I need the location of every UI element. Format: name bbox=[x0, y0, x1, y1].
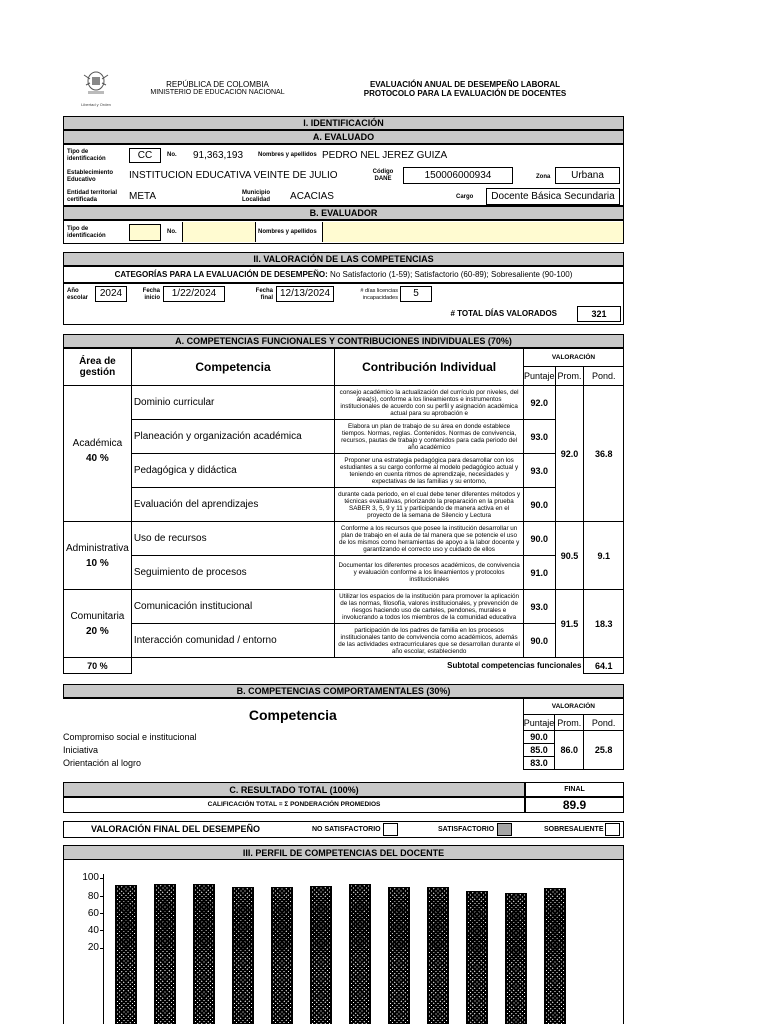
contribucion-text[interactable]: durante cada periodo, en el cual debe tener diferentes métodos y técnicas evaluativas, priorizando la preparación en la prueba SABER 3, 5, 9 y 11 y participando de manera activa en el proyecto de la semana de Silencio y Lectura bbox=[335, 488, 524, 522]
zona-label: Zona bbox=[536, 174, 551, 180]
contribucion-text[interactable]: Documentar los diferentes procesos académicos, de convivencia y evaluación conforme a los lineamientos y protocolos institucionales bbox=[335, 556, 524, 590]
fecha-inicio-label: Fecha inicio bbox=[142, 288, 160, 301]
contribucion-text[interactable]: Proponer una estrategia pedagógica para desarrollar con los estudiantes a su cargo conforme al modelo pedagógico actual y teniendo en cuenta ritmos de aprendizaje, necesidades y expectativas de las familias y su entorno, bbox=[335, 454, 524, 488]
area-academica: Académica 40 % bbox=[64, 386, 132, 522]
sobresaliente-label: SOBRESALIENTE bbox=[544, 826, 604, 833]
categorias-label: CATEGORÍAS PARA LA EVALUACIÓN DE DESEMPEÑO: bbox=[114, 270, 328, 279]
chart-bar bbox=[388, 887, 410, 1024]
establecimiento-value[interactable]: INSTITUCION EDUCATIVA VEINTE DE JULIO bbox=[129, 170, 338, 181]
pond-value: 18.3 bbox=[584, 590, 624, 658]
comp-pond-value: 25.8 bbox=[584, 731, 624, 770]
prom-value: 91.5 bbox=[555, 590, 584, 658]
dias-label: # días licencias incapacidades bbox=[360, 288, 398, 301]
competencia-name: Pedagógica y didáctica bbox=[131, 454, 334, 488]
y-tick-label: 60 bbox=[87, 908, 99, 919]
ev-no-label: No. bbox=[167, 229, 177, 235]
col-competencia-header: Competencia bbox=[131, 349, 334, 386]
chart-bar bbox=[115, 885, 137, 1024]
ministry-title: MINISTERIO DE EDUCACIÓN NACIONAL bbox=[150, 89, 285, 96]
fecha-inicio-value[interactable]: 1/22/2024 bbox=[163, 286, 225, 302]
puntaje-value[interactable]: 93.0 bbox=[524, 590, 556, 624]
comportamentales-table bbox=[63, 698, 624, 770]
comp-prom-value: 86.0 bbox=[555, 731, 584, 770]
prom-value: 92.0 bbox=[555, 386, 584, 522]
contribucion-text[interactable]: consejo académico la actualización del currículo por niveles, del área(s), conforme a los lineamientos e instrumentos institucionales de acuerdo con su perfil y asignación académica actual para su aprobación e bbox=[335, 386, 524, 420]
competencia-name: Uso de recursos bbox=[131, 522, 334, 556]
col-valoracion-header: VALORACIÓN bbox=[524, 349, 624, 367]
municipio-label: Municipio Localidad bbox=[242, 190, 271, 203]
chart-bar bbox=[193, 884, 215, 1024]
contribucion-text[interactable]: Elabora un plan de trabajo de su área en donde establece tiempos. Normas, reglas. Contenidos. Normas de convivencia, recursos, pautas de trabajo y contenidos para cada periodo del año académico bbox=[335, 420, 524, 454]
fecha-final-value[interactable]: 12/13/2024 bbox=[276, 286, 334, 302]
tipo-id-value[interactable]: CC bbox=[129, 148, 161, 163]
dias-value[interactable]: 5 bbox=[400, 286, 432, 302]
evaluado-header: A. EVALUADO bbox=[63, 130, 624, 144]
competencia-name: Seguimiento de procesos bbox=[131, 556, 334, 590]
competencias-bar-chart bbox=[63, 860, 624, 1024]
y-tick-mark bbox=[100, 913, 104, 914]
y-tick-label: 100 bbox=[82, 872, 99, 883]
seal-caption: Libertad y Orden bbox=[81, 102, 111, 107]
pond-value: 36.8 bbox=[584, 386, 624, 522]
y-tick-label: 40 bbox=[87, 925, 99, 936]
col-prom-header: Prom. bbox=[555, 367, 584, 386]
anio-label: Año escolar bbox=[67, 288, 89, 301]
y-tick-mark bbox=[100, 948, 104, 949]
competencia-name: Dominio curricular bbox=[131, 386, 334, 420]
contribucion-text[interactable]: participación de los padres de familia en los procesos institucionales tanto de convivencia como académicos, además de las actividades extracurriculares que se desarrollan durante el año escolar, estableciendo bbox=[335, 624, 524, 658]
comportamental-puntaje[interactable]: 90.0 bbox=[523, 731, 555, 744]
y-tick-label: 20 bbox=[87, 942, 99, 953]
satisfactorio-checkbox[interactable] bbox=[497, 823, 512, 836]
chart-bar bbox=[427, 887, 449, 1024]
categorias-text: No Satisfactorio (1-59); Satisfactorio (60-89); Sobresaliente (90-100) bbox=[327, 270, 573, 279]
final-value: 89.9 bbox=[525, 797, 624, 813]
puntaje-value[interactable]: 90.0 bbox=[524, 522, 556, 556]
funcionales-header: A. COMPETENCIAS FUNCIONALES Y CONTRIBUCIONES INDIVIDUALES (70%) bbox=[63, 334, 624, 348]
entidad-value[interactable]: META bbox=[129, 191, 157, 202]
codigo-label: Código DANE bbox=[372, 169, 394, 182]
chart-bar bbox=[466, 891, 488, 1024]
puntaje-value[interactable]: 93.0 bbox=[524, 454, 556, 488]
colombia-seal-icon bbox=[78, 69, 114, 103]
nombres-value[interactable]: PEDRO NEL JEREZ GUIZA bbox=[322, 150, 448, 161]
municipio-value[interactable]: ACACIAS bbox=[290, 191, 334, 202]
doc-title-line1: EVALUACIÓN ANUAL DE DESEMPEÑO LABORAL bbox=[369, 80, 561, 89]
sobresaliente-checkbox[interactable] bbox=[605, 823, 620, 836]
formula-text: CALIFICACIÓN TOTAL = Σ PONDERACIÓN PROMEDIOS bbox=[63, 797, 525, 813]
valoracion-final-label: VALORACIÓN FINAL DEL DESEMPEÑO bbox=[91, 824, 261, 834]
pond-value: 9.1 bbox=[584, 522, 624, 590]
funcionales-table bbox=[63, 348, 624, 674]
comportamental-name: Orientación al logro bbox=[63, 758, 142, 768]
ev-nombres-label: Nombres y apellidos bbox=[258, 229, 317, 235]
ev-tipo-label: Tipo de identificación bbox=[67, 226, 106, 239]
no-label: No. bbox=[167, 152, 177, 158]
ev-nombres-input[interactable] bbox=[322, 222, 623, 242]
resultado-header: C. RESULTADO TOTAL (100%) bbox=[63, 782, 525, 797]
ev-tipo-input[interactable] bbox=[129, 224, 161, 241]
ev-no-input[interactable] bbox=[182, 222, 256, 242]
y-tick-label: 80 bbox=[87, 891, 99, 902]
chart-bar bbox=[154, 884, 176, 1024]
y-tick-mark bbox=[100, 878, 104, 879]
comp-competencia-header: Competencia bbox=[63, 699, 523, 731]
total-dias-value[interactable]: 321 bbox=[577, 306, 621, 322]
cargo-label: Cargo bbox=[456, 194, 474, 200]
establecimiento-label: Establecimiento Educativo bbox=[67, 170, 114, 183]
doc-title-line2: PROTOCOLO PARA LA EVALUACIÓN DE DOCENTES bbox=[363, 89, 567, 98]
competencia-name: Planeación y organización académica bbox=[131, 420, 334, 454]
chart-bar bbox=[349, 884, 371, 1024]
tipo-id-label: Tipo de identificación bbox=[67, 149, 106, 162]
chart-bar bbox=[505, 893, 527, 1024]
chart-bar bbox=[310, 886, 332, 1024]
area-comunitaria: Comunitaria 20 % bbox=[64, 590, 132, 658]
subtotal-value: 64.1 bbox=[584, 658, 624, 674]
puntaje-value[interactable]: 90.0 bbox=[524, 624, 556, 658]
competencia-name: Comunicación institucional bbox=[131, 590, 334, 624]
comportamental-puntaje[interactable]: 83.0 bbox=[523, 757, 555, 770]
valoracion-header: II. VALORACIÓN DE LAS COMPETENCIAS bbox=[63, 252, 624, 266]
subtotal-label: Subtotal competencias funcionales bbox=[131, 658, 584, 674]
satisfactorio-label: SATISFACTORIO bbox=[438, 826, 495, 833]
no-satisfactorio-label: NO SATISFACTORIO bbox=[312, 826, 381, 833]
puntaje-value[interactable]: 91.0 bbox=[524, 556, 556, 590]
chart-bar bbox=[271, 887, 293, 1024]
y-tick-mark bbox=[100, 896, 104, 897]
fecha-final-label: Fecha final bbox=[255, 288, 273, 301]
no-satisfactorio-checkbox[interactable] bbox=[383, 823, 398, 836]
nombres-label: Nombres y apellidos bbox=[258, 152, 317, 158]
categorias-row bbox=[63, 266, 624, 283]
chart-bar bbox=[544, 888, 566, 1024]
funcionales-total-pct: 70 % bbox=[64, 658, 132, 674]
y-tick-mark bbox=[100, 930, 104, 931]
total-dias-label: # TOTAL DÍAS VALORADOS bbox=[450, 309, 557, 318]
competencia-name: Evaluación del aprendizajes bbox=[131, 488, 334, 522]
final-label: FINAL bbox=[525, 782, 624, 797]
contribucion-text[interactable]: Utilizar los espacios de la institución para promover la aplicación de las normas, filosofía, valores institucionales, y prevención de riesgos haciendo uso de carteles, pendones, murales e involucrando a todos los miembros de la comunidad educativa bbox=[335, 590, 524, 624]
zona-value[interactable]: Urbana bbox=[555, 167, 620, 184]
competencia-name: Interacción comunidad / entorno bbox=[131, 624, 334, 658]
puntaje-value[interactable]: 93.0 bbox=[524, 420, 556, 454]
puntaje-value[interactable]: 90.0 bbox=[524, 488, 556, 522]
cargo-value[interactable]: Docente Básica Secundaria bbox=[486, 188, 620, 205]
comportamentales-header: B. COMPETENCIAS COMPORTAMENTALES (30%) bbox=[63, 684, 624, 698]
evaluador-header: B. EVALUADOR bbox=[63, 206, 624, 220]
puntaje-value[interactable]: 92.0 bbox=[524, 386, 556, 420]
no-value[interactable]: 91,363,193 bbox=[192, 150, 244, 161]
entidad-label: Entidad territorial certificada bbox=[67, 190, 118, 203]
comportamental-name: Compromiso social e institucional bbox=[63, 732, 197, 742]
col-area-header: Área de gestión bbox=[64, 349, 132, 386]
codigo-value[interactable]: 150006000934 bbox=[403, 167, 513, 184]
chart-bar bbox=[232, 887, 254, 1024]
contribucion-text[interactable]: Conforme a los recursos que posee la institución desarrollar un plan de trabajo en el aula de tal manera que se potencie el uso de los mismos como herramientas de apoyo a la labor docente y garantizando el correcto uso y cuidado de ellos bbox=[335, 522, 524, 556]
prom-value: 90.5 bbox=[555, 522, 584, 590]
comp-puntaje-header: Puntaje bbox=[523, 715, 555, 731]
comportamental-puntaje[interactable]: 85.0 bbox=[523, 744, 555, 757]
comp-valoracion-header: VALORACIÓN bbox=[523, 699, 623, 715]
identificacion-header: I. IDENTIFICACIÓN bbox=[63, 116, 624, 130]
republic-title: REPÚBLICA DE COLOMBIA bbox=[166, 80, 269, 89]
col-pond-header: Pond. bbox=[584, 367, 624, 386]
comp-prom-header: Prom. bbox=[555, 715, 584, 731]
comp-pond-header: Pond. bbox=[584, 715, 624, 731]
perfil-header: III. PERFIL DE COMPETENCIAS DEL DOCENTE bbox=[63, 845, 624, 860]
area-administrativa: Administrativa 10 % bbox=[64, 522, 132, 590]
anio-value[interactable]: 2024 bbox=[95, 286, 127, 302]
col-contribucion-header: Contribución Individual bbox=[335, 349, 524, 386]
col-puntaje-header: Puntaje bbox=[524, 367, 556, 386]
comportamental-name: Iniciativa bbox=[63, 745, 99, 755]
